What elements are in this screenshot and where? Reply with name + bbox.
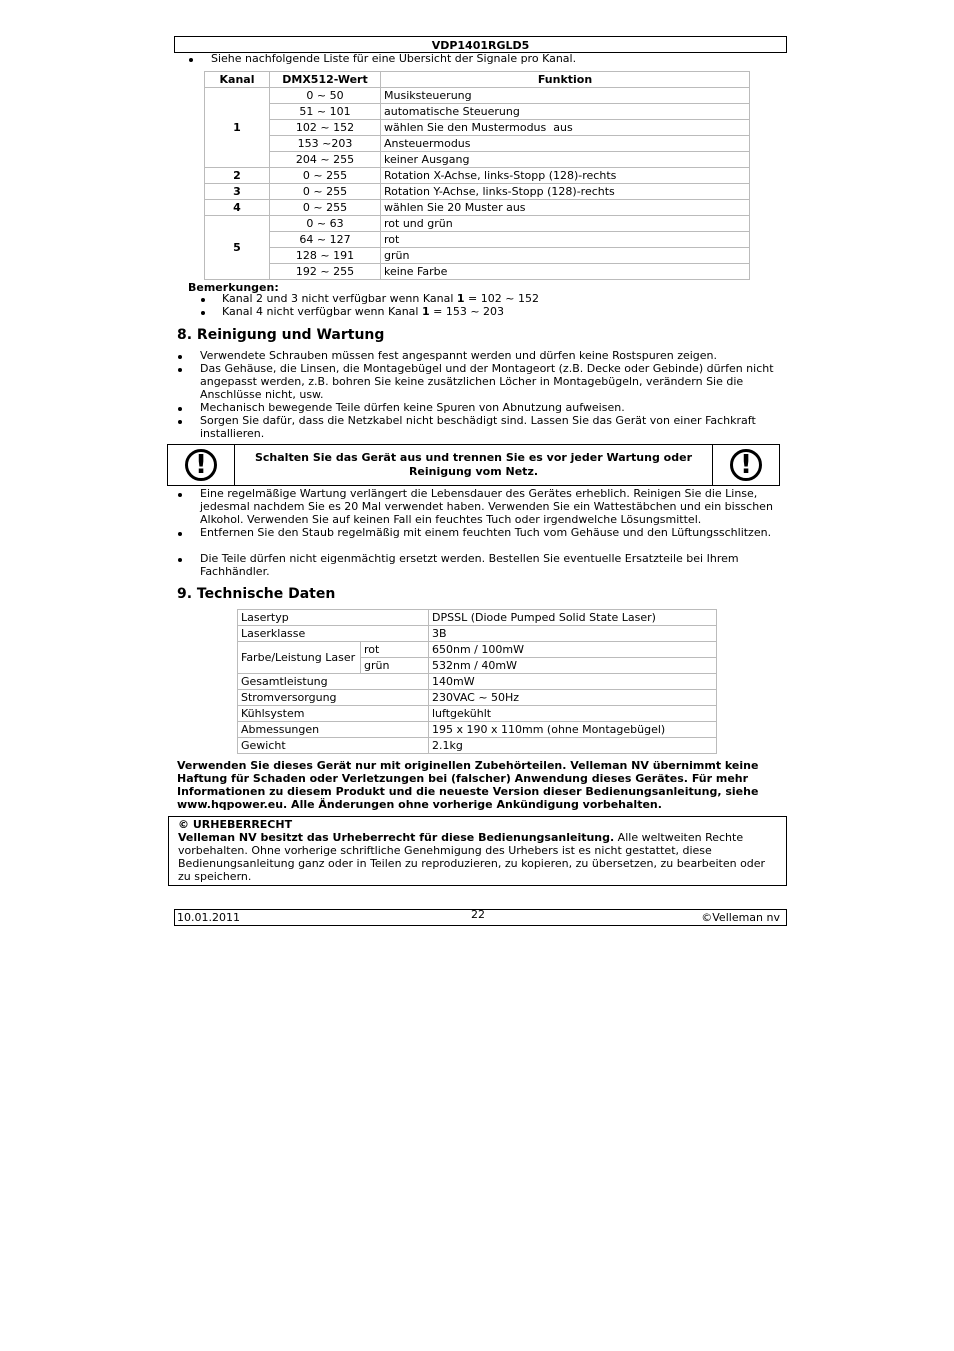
remark-range: = 102 ~ 152 (464, 292, 539, 305)
value-cell: 0 ~ 255 (270, 168, 381, 184)
spec-value: 532nm / 40mW (429, 658, 717, 674)
bullet-dot (178, 420, 182, 424)
function-cell: Musiksteuerung (381, 88, 750, 104)
spec-label: Gewicht (238, 738, 429, 754)
bullet-dot (178, 532, 182, 536)
list-item: Sorgen Sie dafür, dass die Netzkabel nicht beschädigt sind. Lassen Sie das Gerät von einer Fachkraft installieren. (200, 414, 756, 440)
section-heading: 8. Reinigung und Wartung (177, 327, 385, 343)
remark-item (222, 292, 539, 305)
function-cell: grün (381, 248, 750, 264)
bullet-dot (201, 311, 205, 315)
spec-value: 650nm / 100mW (429, 642, 717, 658)
spec-sublabel: rot (361, 642, 429, 658)
function-cell: Ansteuermodus (381, 136, 750, 152)
table-row (238, 642, 717, 658)
function-cell: Rotation Y-Achse, links-Stopp (128)-rechts (381, 184, 750, 200)
table-row (238, 738, 717, 754)
table-row (205, 168, 750, 184)
col-header: Kanal (205, 72, 270, 88)
spec-label: Kühlsystem (238, 706, 429, 722)
function-cell: rot und grün (381, 216, 750, 232)
function-cell: Rotation X-Achse, links-Stopp (128)-rechts (381, 168, 750, 184)
table-row (238, 626, 717, 642)
bullet-dot (189, 58, 193, 62)
spec-label: Abmessungen (238, 722, 429, 738)
list-item: Mechanisch bewegende Teile dürfen keine Spuren von Abnutzung aufweisen. (200, 401, 625, 414)
copyright-text: Alle weltweiten Rechte vorbehalten. Ohne vorherige schriftliche Genehmigung des Urhebers ist es nicht gestattet, diese Bedienungsanleitung ganz oder in Teilen zu reproduzieren, zu kopieren, zu übersetzen, zu bearbeiten oder zu speichern. (178, 831, 766, 883)
function-cell: rot (381, 232, 750, 248)
spec-value: 140mW (429, 674, 717, 690)
value-cell: 0 ~ 255 (270, 200, 381, 216)
table-row (205, 264, 750, 280)
remark-channel: 1 (421, 305, 430, 318)
value-cell: 0 ~ 50 (270, 88, 381, 104)
bullet-dot (178, 368, 182, 372)
remark-item (222, 305, 504, 318)
spec-value: 2.1kg (429, 738, 717, 754)
value-cell: 204 ~ 255 (270, 152, 381, 168)
channel-cell: 5 (205, 216, 270, 280)
function-cell: wählen Sie 20 Muster aus (381, 200, 750, 216)
bullet-dot (178, 355, 182, 359)
channel-cell: 4 (205, 200, 270, 216)
table-row (238, 690, 717, 706)
table-row (238, 722, 717, 738)
table-row (238, 706, 717, 722)
spec-value: DPSSL (Diode Pumped Solid State Laser) (429, 610, 717, 626)
list-item: Eine regelmäßige Wartung verlängert die Lebensdauer des Gerätes erheblich. Reinigen Sie die Linse, jedesmal nachdem Sie es 20 Mal verwendet haben. Verwenden Sie ein Wattestäbchen und ein bisschen Alkohol. Verwenden Sie auf keinen Fall ein feuchtes Tuch oder irgendwelche Lösungsmittel. (200, 487, 773, 526)
bullet-dot (201, 298, 205, 302)
bullet-dot (178, 558, 182, 562)
table-row (205, 216, 750, 232)
value-cell: 102 ~ 152 (270, 120, 381, 136)
table-row (205, 88, 750, 104)
dmx-table (204, 71, 750, 280)
table-row (238, 674, 717, 690)
spec-value: 195 x 190 x 110mm (ohne Montagebügel) (429, 722, 717, 738)
copyright-box (168, 816, 787, 886)
exclamation-icon: ! (185, 449, 217, 481)
remark-text: Kanal 4 nicht verfügbar wenn Kanal (222, 305, 422, 318)
function-cell: keine Farbe (381, 264, 750, 280)
document-header (174, 36, 787, 53)
warning-icon-cell (712, 445, 779, 485)
spec-label: Farbe/Leistung Laser (238, 642, 361, 674)
channel-cell: 1 (205, 88, 270, 168)
remark-text: Kanal 2 und 3 nicht verfügbar wenn Kanal (222, 292, 457, 305)
specs-table (237, 609, 717, 754)
spec-value: 3B (429, 626, 717, 642)
table-row (205, 136, 750, 152)
table-row (205, 232, 750, 248)
table-row (205, 104, 750, 120)
spec-sublabel: grün (361, 658, 429, 674)
table-header-row (205, 72, 750, 88)
page-footer (174, 909, 787, 926)
copyright-body (178, 831, 768, 883)
footer-date: 10.01.2011 (177, 911, 240, 924)
remark-range: = 153 ~ 203 (429, 305, 505, 318)
list-item: Die Teile dürfen nicht eigenmächtig ersetzt werden. Bestellen Sie eventuelle Ersatzteile bei Ihrem Fachhändler. (200, 552, 739, 578)
list-item: Entfernen Sie den Staub regelmäßig mit einem feuchten Tuch vom Gehäuse und den Lüftungsschlitzen. (200, 526, 772, 539)
spec-label: Gesamtleistung (238, 674, 429, 690)
col-header: Funktion (381, 72, 750, 88)
col-header: DMX512-Wert (270, 72, 381, 88)
warning-icon-cell (168, 445, 235, 485)
table-row (238, 610, 717, 626)
value-cell: 128 ~ 191 (270, 248, 381, 264)
table-row (205, 248, 750, 264)
table-row (205, 184, 750, 200)
table-row (205, 120, 750, 136)
copyright-title: © URHEBERRECHT (178, 818, 293, 831)
disclaimer-text: Verwenden Sie dieses Gerät nur mit originellen Zubehörteilen. Velleman NV übernimmt keine Haftung für Schaden oder Verletzungen bei (falscher) Anwendung dieses Gerätes. Für mehr Informationen zu diesem Produkt und die neueste Version dieser Bedienungsanleitung, siehe www.hqpower.eu. Alle Änderungen ohne vorherige Ankündigung vorbehalten. (177, 759, 759, 811)
remarks-title: Bemerkungen: (188, 281, 279, 294)
table-row (205, 200, 750, 216)
value-cell: 64 ~ 127 (270, 232, 381, 248)
table-row (205, 152, 750, 168)
page-number: 22 (471, 908, 485, 921)
warning-text: Schalten Sie das Gerät aus und trennen Sie es vor jeder Wartung oder Reinigung vom Netz. (254, 451, 692, 478)
list-item: Verwendete Schrauben müssen fest angespannt werden und dürfen keine Rostspuren zeigen. (200, 349, 718, 362)
model-number: VDP1401RGLD5 (431, 39, 530, 52)
value-cell: 51 ~ 101 (270, 104, 381, 120)
value-cell: 0 ~ 63 (270, 216, 381, 232)
spec-value: 230VAC ~ 50Hz (429, 690, 717, 706)
value-cell: 0 ~ 255 (270, 184, 381, 200)
footer-company: ©Velleman nv (701, 911, 780, 924)
section-heading: 9. Technische Daten (177, 586, 336, 602)
function-cell: wählen Sie den Mustermodus aus (381, 120, 750, 136)
channel-cell: 2 (205, 168, 270, 184)
remark-channel: 1 (456, 292, 465, 305)
copyright-lead: Velleman NV besitzt das Urheberrecht für diese Bedienungsanleitung. (178, 831, 615, 844)
spec-label: Stromversorgung (238, 690, 429, 706)
spec-label: Laserklasse (238, 626, 429, 642)
value-cell: 192 ~ 255 (270, 264, 381, 280)
spec-label: Lasertyp (238, 610, 429, 626)
function-cell: automatische Steuerung (381, 104, 750, 120)
bullet-dot (178, 407, 182, 411)
warning-box (167, 444, 780, 486)
channel-cell: 3 (205, 184, 270, 200)
bullet-dot (178, 493, 182, 497)
exclamation-icon: ! (730, 449, 762, 481)
function-cell: keiner Ausgang (381, 152, 750, 168)
spec-value: luftgekühlt (429, 706, 717, 722)
value-cell: 153 ~203 (270, 136, 381, 152)
intro-text: Siehe nachfolgende Liste für eine Übersicht der Signale pro Kanal. (211, 52, 577, 65)
list-item: Das Gehäuse, die Linsen, die Montagebügel und der Montageort (z.B. Decke oder Gebinde) dürfen nicht angepasst werden, z.B. bohren Sie keine zusätzlichen Löcher in Montagebügeln, verändern Sie die Anschlüsse nicht, usw. (200, 362, 774, 401)
